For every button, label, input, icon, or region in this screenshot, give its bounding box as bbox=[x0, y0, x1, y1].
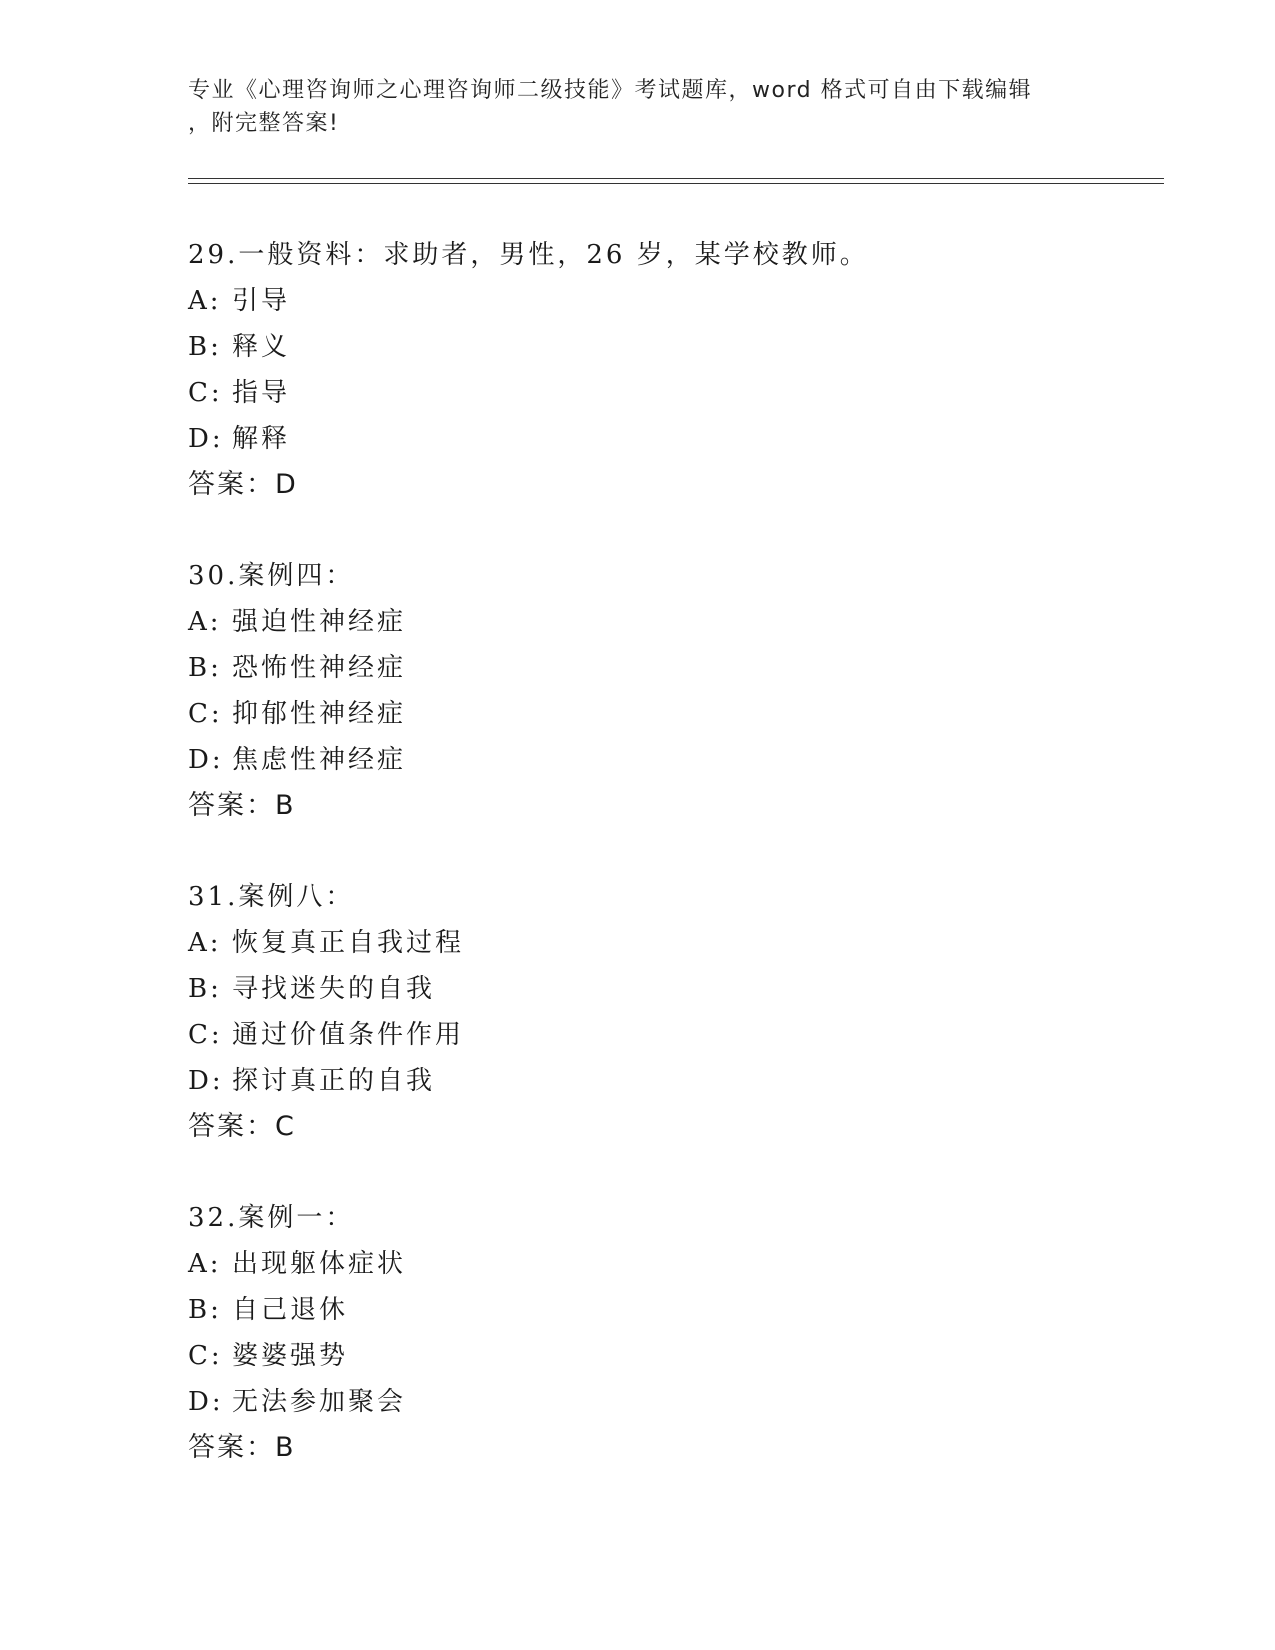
option-letter: C: bbox=[188, 378, 223, 408]
option-b bbox=[188, 645, 1148, 691]
question-stem: 31.案例八： bbox=[188, 882, 355, 912]
option-letter: C: bbox=[188, 699, 223, 729]
option-d bbox=[188, 1058, 1148, 1104]
option-letter: D: bbox=[188, 1066, 224, 1096]
answer: 答案：B bbox=[188, 790, 296, 821]
answer: 答案：D bbox=[188, 469, 298, 500]
question-stem: 29.一般资料：求助者，男性，26 岁，某学校教师。 bbox=[188, 240, 869, 270]
option-text: 寻找迷失的自我 bbox=[232, 974, 436, 1004]
header-line-2: ，附完整答案! bbox=[188, 111, 340, 136]
option-text: 抑郁性神经症 bbox=[232, 699, 407, 729]
option-letter: A: bbox=[188, 286, 222, 316]
option-letter: B: bbox=[188, 974, 222, 1004]
question-31 bbox=[188, 874, 1148, 1150]
option-text: 强迫性神经症 bbox=[232, 607, 407, 637]
option-text: 出现躯体症状 bbox=[232, 1249, 407, 1279]
option-letter: B: bbox=[188, 332, 222, 362]
option-letter: D: bbox=[188, 424, 224, 454]
question-stem: 32.案例一： bbox=[188, 1203, 355, 1233]
header-divider-top bbox=[188, 178, 1164, 179]
option-letter: A: bbox=[188, 928, 222, 958]
option-text: 解释 bbox=[232, 424, 291, 454]
option-a bbox=[188, 278, 1148, 324]
question-30 bbox=[188, 553, 1148, 829]
option-c bbox=[188, 1012, 1148, 1058]
header-line-1: 专业《心理咨询师之心理咨询师二级技能》考试题库，word 格式可自由下载编辑 bbox=[188, 78, 1033, 103]
option-b bbox=[188, 1287, 1148, 1333]
option-c bbox=[188, 370, 1148, 416]
answer: 答案：B bbox=[188, 1432, 296, 1463]
option-d bbox=[188, 737, 1148, 783]
option-letter: B: bbox=[188, 1295, 222, 1325]
option-text: 无法参加聚会 bbox=[232, 1387, 407, 1417]
option-a bbox=[188, 599, 1148, 645]
option-letter: B: bbox=[188, 653, 222, 683]
option-text: 焦虑性神经症 bbox=[232, 745, 407, 775]
option-text: 探讨真正的自我 bbox=[232, 1066, 436, 1096]
answer: 答案：C bbox=[188, 1111, 296, 1142]
option-b bbox=[188, 324, 1148, 370]
option-text: 通过价值条件作用 bbox=[232, 1020, 465, 1050]
option-letter: A: bbox=[188, 607, 222, 637]
option-text: 恐怖性神经症 bbox=[232, 653, 407, 683]
option-letter: C: bbox=[188, 1341, 223, 1371]
option-d bbox=[188, 416, 1148, 462]
option-d bbox=[188, 1379, 1148, 1425]
option-letter: D: bbox=[188, 1387, 224, 1417]
option-text: 释义 bbox=[232, 332, 291, 362]
question-stem: 30.案例四： bbox=[188, 561, 355, 591]
option-c bbox=[188, 691, 1148, 737]
header-divider-bottom bbox=[188, 183, 1164, 184]
option-text: 婆婆强势 bbox=[232, 1341, 349, 1371]
question-32 bbox=[188, 1195, 1148, 1471]
option-text: 指导 bbox=[232, 378, 291, 408]
question-29 bbox=[188, 232, 1148, 508]
option-letter: A: bbox=[188, 1249, 222, 1279]
document-header bbox=[188, 74, 1088, 140]
option-letter: C: bbox=[188, 1020, 223, 1050]
option-a bbox=[188, 920, 1148, 966]
option-b bbox=[188, 966, 1148, 1012]
option-text: 自己退休 bbox=[232, 1295, 349, 1325]
option-a bbox=[188, 1241, 1148, 1287]
option-text: 恢复真正自我过程 bbox=[232, 928, 465, 958]
option-letter: D: bbox=[188, 745, 224, 775]
option-c bbox=[188, 1333, 1148, 1379]
option-text: 引导 bbox=[232, 286, 291, 316]
